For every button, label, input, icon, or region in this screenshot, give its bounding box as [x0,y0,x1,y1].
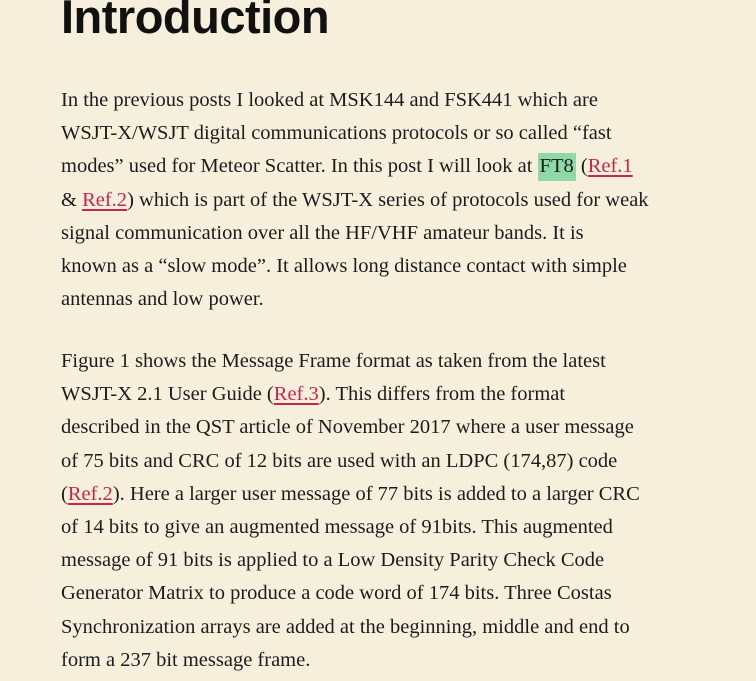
search-highlight: FT8 [538,153,576,181]
paragraph-1 [61,84,711,316]
paragraph-line: known as a “slow mode”. It allows long distance contact with simple [61,255,627,278]
paragraph-2 [61,345,711,677]
paragraph-line: of 14 bits to give an augmented message of 91bits. This augmented [61,516,613,539]
paragraph-line: of 75 bits and CRC of 12 bits are used with an LDPC (174,87) code [61,449,618,472]
reference-link-ref-3[interactable]: Ref.3 [273,383,319,406]
paragraph-line: modes” used for Meteor Scatter. In this post I will look at FT8 (Ref.1 [61,150,711,183]
paragraph-line: & Ref.2) which is part of the WSJT-X series of protocols used for weak [61,188,649,211]
paragraph-line: Figure 1 shows the Message Frame format as taken from the latest [61,350,606,372]
paragraph-line: Synchronization arrays are added at the beginning, middle and end to [61,615,630,638]
reference-link-ref-1[interactable]: Ref.1 [587,155,633,178]
paragraph-line: WSJT-X/WSJT digital communications protocols or so called “fast [61,122,612,145]
paragraph-line: message of 91 bits is applied to a Low Density Parity Check Code [61,549,605,572]
paragraph-line: In the previous posts I looked at MSK144 and FSK441 which are [61,89,598,111]
reference-link-ref-2[interactable]: Ref.2 [67,482,113,505]
reference-link-ref-2[interactable]: Ref.2 [82,188,128,211]
paragraph-line: form a 237 bit message frame. [61,648,311,671]
paragraph-line: signal communication over all the HF/VHF amateur bands. It is [61,221,584,244]
paragraph-line: (Ref.2). Here a larger user message of 77 bits is added to a larger CRC [61,482,640,505]
paragraph-line: WSJT-X 2.1 User Guide (Ref.3). This differs from the format [61,383,566,406]
paragraph-line: antennas and low power. [61,288,264,311]
paragraph-line: Generator Matrix to produce a code word of 174 bits. Three Costas [61,582,612,605]
section-heading: Introduction [61,0,330,43]
paragraph-line: described in the QST article of November 2017 where a user message [61,416,634,439]
